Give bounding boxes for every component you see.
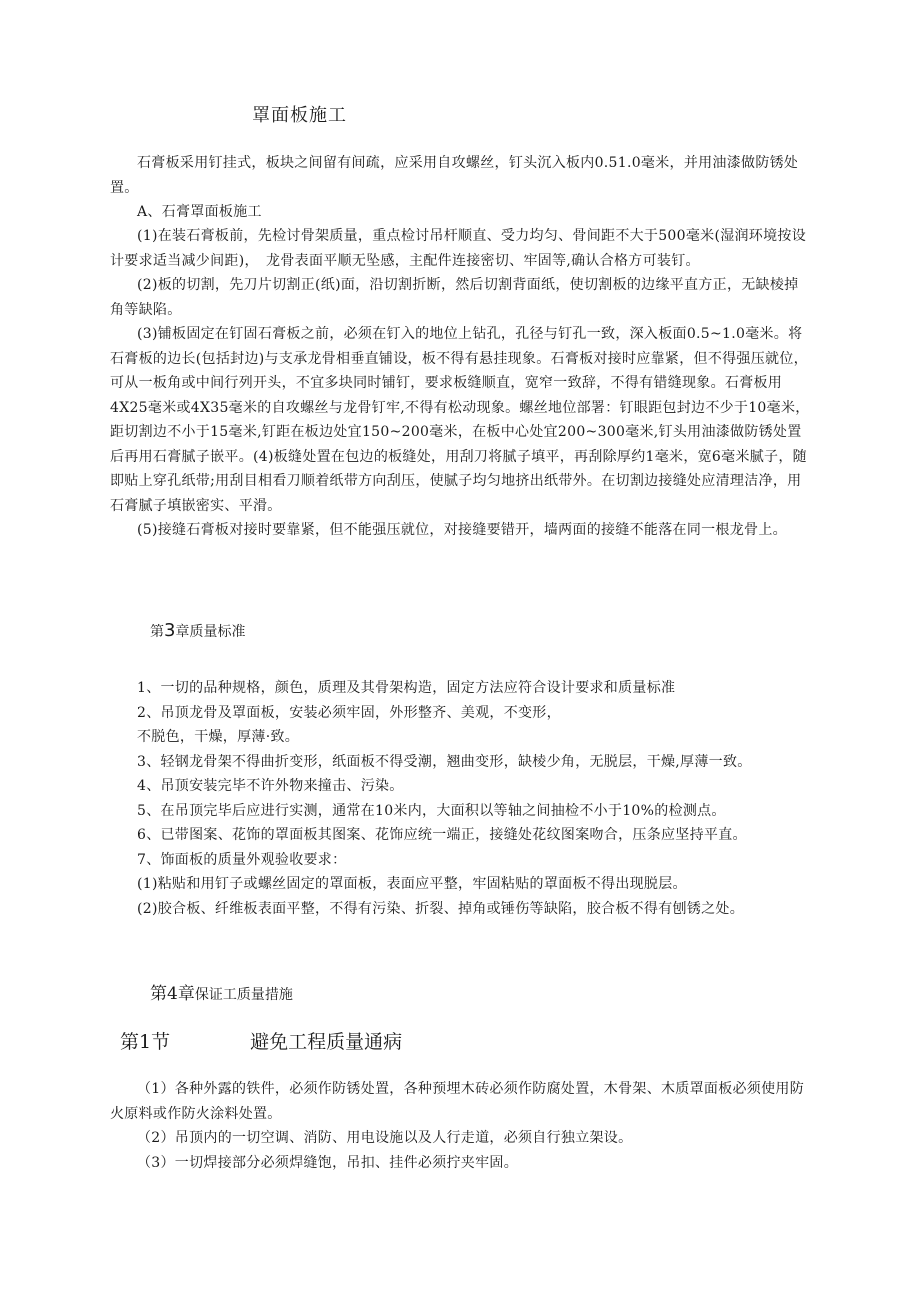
intro-paragraph: 石膏板采用钉挂式，板块之间留有间疏，应采用自攻螺丝，钉头沉入板内0.51.0毫米，并用油漆做防锈处置。	[110, 155, 799, 196]
section-1-label: 第1节	[120, 1031, 171, 1053]
section-1-title: 避免工程质量通病	[250, 1031, 403, 1053]
list-item: 6、已带图案、花饰的罩面板其图案、花饰应统一端正，接缝处花纹图案吻合，压条应坚持平直。	[137, 827, 747, 843]
chapter-4-heading	[150, 979, 293, 1004]
list-item: 不脱色，干燥，厚薄·致。	[137, 729, 300, 745]
list-item: 2、吊顶龙骨及罩面板，安装必须牢固，外形整齐、美观，不变形，	[137, 704, 561, 721]
section-title: 罩面板施工	[252, 105, 347, 126]
paragraph-1: (1)在装石膏板前，先检讨骨架质量，重点检讨吊杆顺直、受力均匀、骨间距不大于500毫米(湿润环境按设计要求适当减少间距)， 龙骨表面平顺无坠感，主配件连接密切、牢固等,确认合格方可装钉。	[110, 228, 807, 269]
list-item: 4、吊顶安装完毕不许外物来撞击、污染。	[137, 778, 404, 794]
paragraph-3-4: (3)铺板固定在钉固石膏板之前，必须在钉入的地位上钻孔，孔径与钉孔一致，深入板面0.5~1.0毫米。将石膏板的边长(包括封边)与支承龙骨相垂直铺设，板不得有悬挂现象。石膏板对接时应靠紧，但不得强压就位，可从一板角或中间行列开头，不宜多块同时铺钉，要求板缝顺直，宽窄一致辞，不得有错缝现象。石膏板用4X25毫米或4X35毫米的自攻螺丝与龙骨钉牢,不得有松动现象。螺丝地位部署：钉眼距包封边不少于10毫米，距切割边不小于15毫米,钉距在板边处宜150~200毫米，在板中心处宜200~300毫米,钉头用油漆做防锈处置后再用石膏腻子嵌平。(4)板缝处置在包边的板缝处，用刮刀将腻子填平，再刮除厚约1毫米，宽6毫米腻子，随即贴上穿孔纸带;用刮目相看刀顺着纸带方向刮压，使腻子均匀地挤出纸带外。在切割边接缝处应清理洁净，用石膏腻子填嵌密实、平滑。	[110, 326, 810, 514]
list-item: 3、轻钢龙骨架不得曲折变形，纸面板不得受潮，翘曲变形，缺棱少角，无脱层，干燥,厚薄一致。	[137, 753, 752, 770]
chapter-4-title: 保证工质量措施	[194, 987, 293, 1003]
list-item: (1)粘贴和用钉子或螺丝固定的罩面板，表面应平整，牢固粘贴的罩面板不得出现脱层。	[137, 876, 687, 892]
list-item: 1、一切的品种规格，颜色，质理及其骨架构造，固定方法应符合设计要求和质量标准	[137, 680, 676, 696]
list-item: （3）一切焊接部分必须焊缝饱，吊扣、挂件必须拧夹牢固。	[137, 1154, 519, 1171]
paragraph-2: (2)板的切割，先刀片切割正(纸)面，沿切割折断，然后切割背面纸，使切割板的边缘平直方正，无缺棱掉角等缺陷。	[110, 277, 799, 318]
list-item: 7、饰面板的质量外观验收要求：	[137, 851, 347, 868]
chapter-3-number: 3	[164, 620, 176, 641]
paragraph-5: (5)接缝石膏板对接时要靠紧，但不能强压就位，对接缝要错开，墙两面的接缝不能落在同一根龙骨上。	[137, 522, 787, 538]
section-1-heading	[120, 1027, 402, 1054]
subsection-a-heading: A、石膏罩面板施工	[137, 204, 262, 220]
chapter-3-heading	[150, 620, 245, 641]
chapter-3-prefix: 第	[150, 624, 164, 640]
list-item: （2）吊顶内的一切空调、消防、用电设施以及人行走道，必须自行独立架设。	[137, 1130, 633, 1146]
list-item: (2)胶合板、纤维板表面平整，不得有污染、折裂、掉角或锤伤等缺陷，胶合板不得有刨锈之处。	[137, 900, 745, 917]
list-item: （1）各种外露的铁件，必须作防锈处置，各种预埋木砖必须作防腐处置，木骨架、木质罩面板必须使用防火原料或作防火涂料处置。	[110, 1081, 805, 1122]
quality-standards-list	[137, 676, 837, 921]
chapter-4-label: 第4章	[150, 984, 195, 1004]
measures-list	[110, 1077, 812, 1175]
chapter-3-title: 章质量标准	[175, 624, 246, 640]
list-item: 5、在吊顶完毕后应进行实测，通常在10米内，大面积以等轴之间抽检不小于10%的检测点。	[137, 802, 726, 819]
